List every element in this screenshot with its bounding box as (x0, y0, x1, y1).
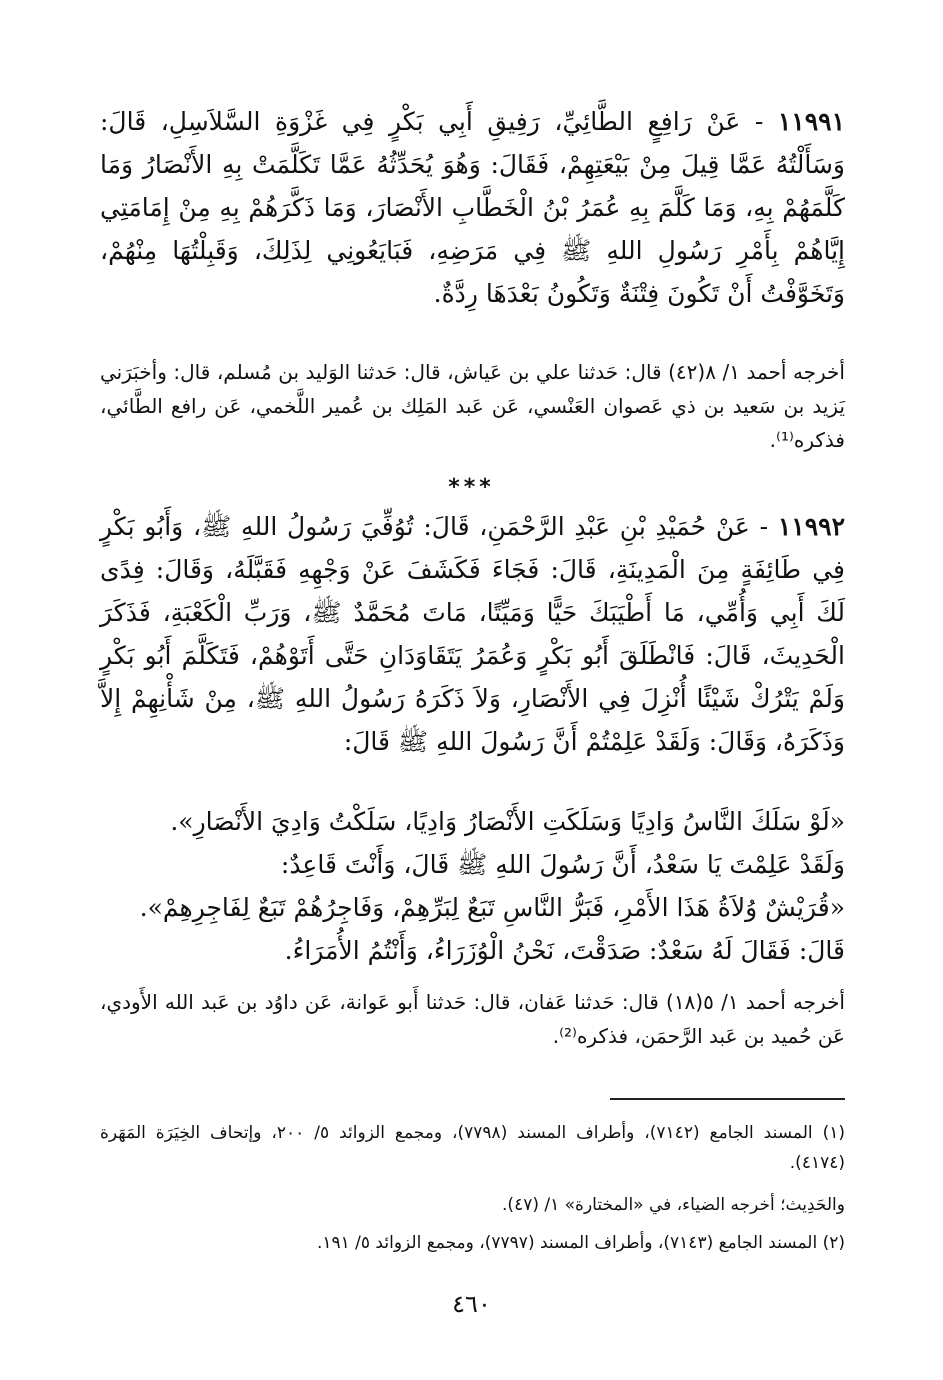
footnote-1-extra: والحَدِيث؛ أخرجه الضياء، في «المختارة» ١/ (٤٧). (502, 1195, 845, 1215)
quote-quraysh: «قُرَيْشٌ وُلاَةُ هَذَا الأَمْرِ، فَبَرُّ النَّاسِ تَبَعٌ لِبَرِّهِمْ، وَفَاجِرُهُمْ تَبَعٌ لِفَاجِرِهِمْ». (139, 893, 845, 922)
hadith-text: - عَنْ رَافِعٍ الطَّائِيِّ، رَفِيقِ أَبِي بَكْرٍ فِي غَزْوَةِ السَّلاَسِلِ، قَالَ: وَسَأَلْتُهُ عَمَّا قِيلَ مِنْ بَيْعَتِهِمْ، فَقَالَ: وَهُوَ يُحَدِّثُهُ عَمَّا تَكَلَّمَتْ بِهِ الأَنْصَارُ وَمَا كَلَّمَهُمْ بِهِ، وَمَا كَلَّمَ بِهِ عُمَرُ بْنُ الْخَطَّابِ الأَنْصَارَ، وَمَا ذَكَّرَهُمْ بِهِ مِنْ إِمَامَتِي إِيَّاهُمْ بِأَمْرِ رَسُولِ اللهِ ﷺ فِي مَرَضِهِ، فَبَايَعُونِي لِذَلِكَ، وَقَبِلْتُهَا مِنْهُمْ، وَتَخَوَّفْتُ أَنْ تَكُونَ فِتْنَةٌ وَتَكُونُ بَعْدَهَا رِدَّةٌ. (100, 107, 845, 308)
section-separator: *** (448, 475, 495, 500)
hadith-number: ١١٩٩١ (777, 107, 846, 136)
page-number: ٤٦٠ (452, 1290, 491, 1318)
quote-saad-line: وَلَقَدْ عَلِمْتَ يَا سَعْدُ، أَنَّ رَسُولَ اللهِ ﷺ قَالَ، وَأَنْتَ قَاعِدٌ: (280, 850, 845, 879)
hadith-1991 (100, 100, 845, 315)
takhrij-1992: أخرجه أحمد ١/ ٥(١٨) قال: حَدثنا عَفان، قال: حَدثنا أَبو عَوانة، عَن داوُد بن عَبد الله الأَودي، عَن حُميد بن عَبد الرَّحمَن، فذكره⁽²⁾. (100, 990, 845, 1048)
quote-ansar: «لَوْ سَلَكَ النَّاسُ وَادِيًا وَسَلَكَتِ الأَنْصَارُ وَادِيًا، سَلَكْتُ وَادِيَ الأَنْصَارِ». (170, 807, 845, 836)
footnote-divider (610, 1098, 845, 1100)
quote-saad-reply: قَالَ: فَقَالَ لَهُ سَعْدٌ: صَدَقْتَ، نَحْنُ الْوُزَرَاءُ، وَأَنْتُمُ الأُمَرَاءُ. (284, 936, 845, 965)
footnote-1: (١) المسند الجامع (٧١٤٢)، وأطراف المسند (٧٧٩٨)، ومجمع الزوائد ٥/ ٢٠٠، وإتحاف الخِيَرَة المَهَرة (٤١٧٤). (100, 1123, 845, 1173)
hadith-text: - عَنْ حُمَيْدِ بْنِ عَبْدِ الرَّحْمَنِ، قَالَ: تُوُفِّيَ رَسُولُ اللهِ ﷺ، وَأَبُو بَكْرٍ فِي طَائِفَةٍ مِنَ الْمَدِينَةِ، قَالَ: فَجَاءَ فَكَشَفَ عَنْ وَجْهِهِ فَقَبَّلَهُ، وَقَالَ: فِدًى لَكَ أَبِي وَأُمِّي، مَا أَطْيَبَكَ حَيًّا وَمَيِّتًا، مَاتَ مُحَمَّدٌ ﷺ، وَرَبِّ الْكَعْبَةِ، فَذَكَرَ الْحَدِيثَ، قَالَ: فَانْطَلَقَ أَبُو بَكْرٍ وَعُمَرُ يَتَقَاوَدَانِ حَتَّى أَتَوْهُمْ، فَتَكَلَّمَ أَبُو بَكْرٍ وَلَمْ يَتْرُكْ شَيْئًا أُنْزِلَ فِي الأَنْصَارِ، وَلاَ ذَكَرَهُ رَسُولُ اللهِ ﷺ، مِنْ شَأْنِهِمْ إِلاَّ وَذَكَرَهُ، وَقَالَ: وَلَقَدْ عَلِمْتُمْ أَنَّ رَسُولَ اللهِ ﷺ قَالَ: (100, 512, 845, 756)
takhrij-1991: أخرجه أحمد ١/ ٨(٤٢) قال: حَدثنا علي بن عَياش، قال: حَدثنا الوَليد بن مُسلم، قال: وأخبَرَني يَزيد بن سَعيد بن ذي عَصوان العَنْسي، عَن عَبد المَلِك بن عُمير اللَّخمي، عَن رافع الطَّائي، فذكره⁽¹⁾. (100, 360, 845, 452)
footnote-2: (٢) المسند الجامع (٧١٤٣)، وأطراف المسند (٧٧٩٧)، ومجمع الزوائد ٥/ ١٩١. (316, 1233, 845, 1253)
hadith-1992 (100, 505, 845, 763)
hadith-number: ١١٩٩٢ (777, 512, 845, 541)
